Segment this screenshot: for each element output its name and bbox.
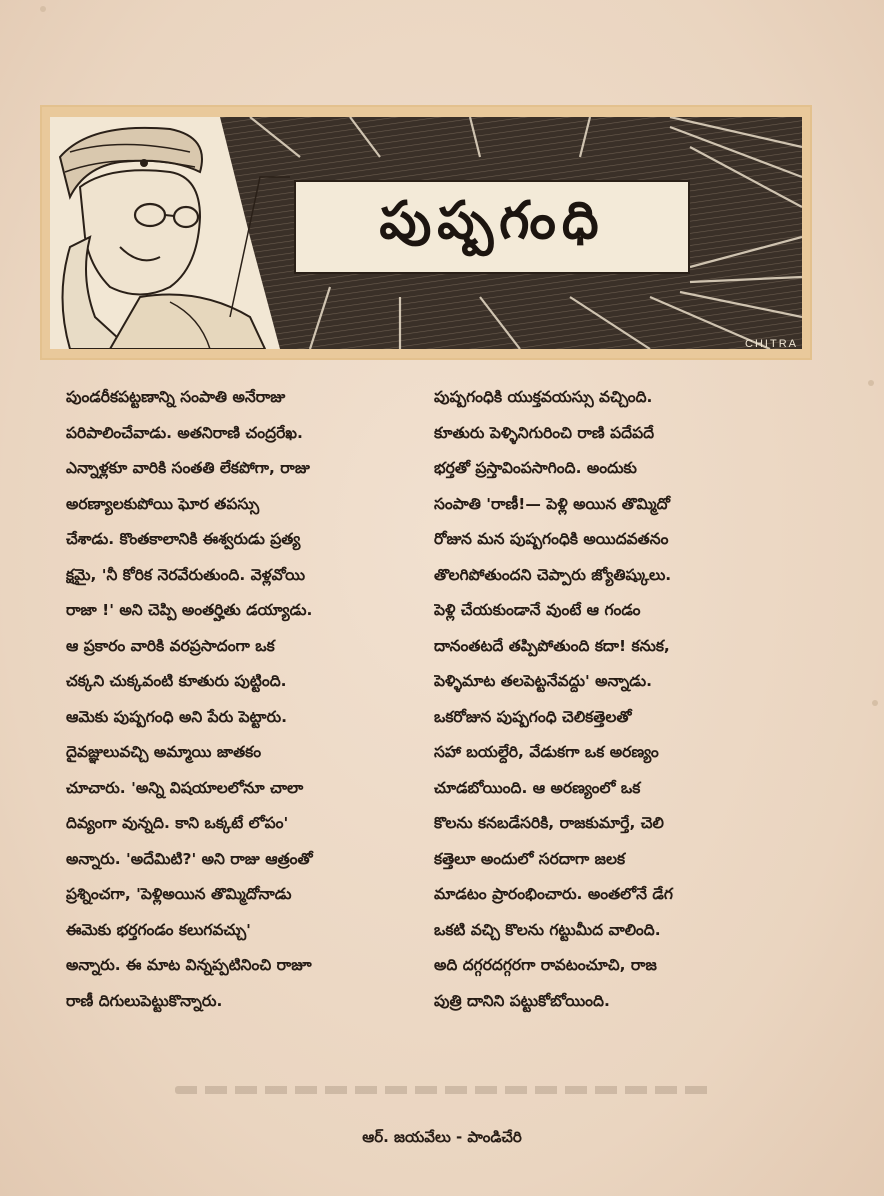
text-line: క్షమై, 'నీ కోరిక నెరవేరుతుంది. వెళ్లవోయి xyxy=(66,565,306,584)
text-line: పెళ్ళిమాట తలపెట్టనేవద్దు' అన్నాడు. xyxy=(434,672,653,690)
text-line: సంపాతి 'రాణీ!— పెళ్లి అయిన తొమ్మిదో xyxy=(434,494,671,513)
text-line: సహా బయల్దేరి, వేడుకగా ఒక అరణ్యం xyxy=(434,743,659,761)
text-line: ఆమెకు పుష్పగంధి అని పేరు పెట్టారు. xyxy=(66,707,288,726)
paper-speck xyxy=(868,380,874,386)
text-line: ఒకటి వచ్చి కొలను గట్టుమీద వాలింది. xyxy=(434,920,661,939)
text-line: రాజా !' అని చెప్పి అంతర్హితు డయ్యాడు. xyxy=(66,601,313,619)
text-line: కొలను కనబడేసరికి, రాజకుమార్తే, చెలి xyxy=(434,814,664,832)
text-line: అది దగ్గరదగ్గరగా రావటంచూచి, రాజ xyxy=(434,956,657,974)
text-line: ప్రశ్నించగా, 'పెళ్లిఅయిన తొమ్మిదోనాడు xyxy=(66,885,292,903)
text-line: మాడటం ప్రారంభించారు. అంతలోనే డేగ xyxy=(434,885,673,903)
text-line: చూడబోయింది. ఆ అరణ్యంలో ఒక xyxy=(434,778,641,797)
text-line: ఎన్నాళ్లకూ వారికి సంతతి లేకపోగా, రాజు xyxy=(66,459,310,477)
artist-signature: CHITRA xyxy=(745,338,798,350)
text-line: దానంతటదే తప్పిపోతుంది కదా! కనుక, xyxy=(434,636,670,655)
text-line: పుత్రి దానిని పట్టుకోబోయింది. xyxy=(434,991,610,1010)
text-line: పుష్పగంధికి యుక్తవయస్సు వచ్చింది. xyxy=(434,388,653,406)
show-through-text xyxy=(175,1086,710,1094)
text-line: అరణ్యాలకుపోయి ఘోర తపస్సు xyxy=(66,494,260,513)
header-illustration-panel xyxy=(40,105,812,360)
author-byline: ఆర్. జయవేలు - పాండిచేరి xyxy=(362,1128,522,1146)
right-column xyxy=(434,380,809,1055)
text-line: ఈమెకు భర్తగండం కలుగవచ్చు' xyxy=(66,920,251,939)
text-line: పరిపాలించేవాడు. అతనిరాణి చంద్రరేఖ. xyxy=(66,423,303,442)
text-line: తొలగిపోతుందని చెప్పారు జ్యోతిష్కులు. xyxy=(434,565,672,584)
text-line: అన్నారు. 'అదేమిటి?' అని రాజు ఆత్రంతో xyxy=(66,849,313,868)
text-line: కూతురు పెళ్ళినిగురించి రాణి పదేపదే xyxy=(434,423,655,442)
paper-speck xyxy=(872,700,878,706)
text-line: అన్నారు. ఈ మాట విన్నప్పటినించి రాజూ xyxy=(66,956,312,974)
text-line: పుండరీకపట్టణాన్ని సంపాతి అనేరాజు xyxy=(66,388,286,406)
text-line: చేశాడు. కొంతకాలానికి ఈశ్వరుడు ప్రత్య xyxy=(66,530,301,548)
text-line: చక్కని చుక్కవంటి కూతురు పుట్టింది. xyxy=(66,672,287,690)
text-line: పెళ్లి చేయకుండానే వుంటే ఆ గండం xyxy=(434,601,641,619)
text-line: రోజున మన పుష్పగంధికి అయిదవతనం xyxy=(434,530,669,548)
text-line xyxy=(66,1019,441,1055)
text-line: ఒకరోజున పుష్పగంధి చెలికత్తెలతో xyxy=(434,707,632,726)
text-line: రాణీ దిగులుపెట్టుకొన్నారు. xyxy=(66,991,223,1010)
text-line: ఆ ప్రకారం వారికి వరప్రసాదంగా ఒక xyxy=(66,636,275,655)
text-line: దివ్యంగా వున్నది. కాని ఒక్కటే లోపం' xyxy=(66,814,289,832)
text-line xyxy=(434,1019,809,1055)
text-line: కత్తెలూ అందులో సరదాగా జలక xyxy=(434,849,626,868)
text-line: భర్తతో ప్రస్తావింపసాగింది. అందుకు xyxy=(434,459,637,477)
story-title: పుష్పగంధి xyxy=(379,190,605,251)
title-box xyxy=(294,180,690,274)
left-column xyxy=(66,380,441,1055)
text-line: దైవజ్ఞులువచ్చి అమ్మాయి జాతకం xyxy=(66,743,262,761)
paper-speck xyxy=(40,6,46,12)
text-line: చూచారు. 'అన్ని విషయాలలోనూ చాలా xyxy=(66,778,304,797)
